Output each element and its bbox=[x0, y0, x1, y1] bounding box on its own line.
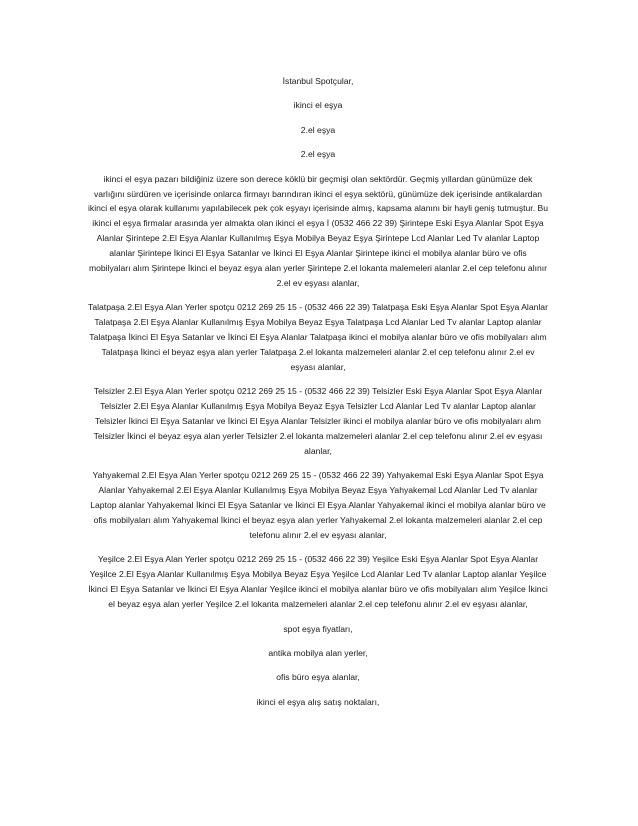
subtitle-line: ikinci el eşya bbox=[293, 100, 343, 111]
footer-line: ofis büro eşya alanlar, bbox=[276, 672, 360, 683]
body-paragraph: ikinci el eşya pazarı bildiğiniz üzere son derece köklü bir geçmişi olan sektördür. Geçmiş yıllardan günümüze dek varlığını sürdüren ve içerisinde onlarca firmayı barındıran ikinci el eşya sektörü, günümüze dek içerisinde antikalardan ikinci el eşya olarak kullanımı yapılabilecek pek çok eşyayı içerisinde almış, kapsama alanını bir hayli geniş tutmuştur. Bu ikinci el eşya firmalar arasında yer almakta olan ikinci el eşya İ (0532 466 22 39) Şirintepe Eski Eşya Alanlar Spot Eşya Alanlar Şirintepe 2.El Eşya Alanlar Kullanılmış Eşya Mobilya Beyaz Eşya Şirintepe Lcd Alanlar Led Tv alanlar Laptop alanlar Şirintepe İkinci El Eşya Satanlar ve İkinci El Eşya Alanlar Şirintepe ikinci el mobilya alanlar büro ve ofis mobilyaları alım Şirintepe İkinci el beyaz eşya alan yerler Şirintepe 2.el lokanta malemeleri alanlar 2.el cep telefonu alınır 2.el ev eşyası alanlar, bbox=[88, 173, 548, 288]
body-paragraph: Yeşilce 2.El Eşya Alan Yerler spotçu 0212 269 25 15 - (0532 466 22 39) Yeşilce Eski Eşya Alanlar Spot Eşya Alanlar Yeşilce 2.El Eşya Alanlar Kullanılmış Eşya Mobilya Beyaz Eşya Yeşilce Lcd Alanlar Led Tv alanlar Laptop alanlar Yeşilce İkinci El Eşya Satanlar ve İkinci El Eşya Alanlar Yeşilce ikinci el mobilya alanlar büro ve ofis mobilyaları alım Yeşilce İkinci el beyaz eşya alan yerler Yeşilce 2.el lokanta malzemeleri alanlar 2.el cep telefonu alınır 2.el ev eşyası alanlar, bbox=[88, 554, 548, 610]
body-paragraph: Telsizler 2.El Eşya Alan Yerler spotçu 0212 269 25 15 - (0532 466 22 39) Telsizler Eski Eşya Alanlar Spot Eşya Alanlar Telsizler 2.El Eşya Alanlar Kullanılmış Eşya Mobilya Beyaz Eşya Telsizler Lcd Alanlar Led Tv alanlar Laptop alanlar Telsizler İkinci El Eşya Satanlar ve İkinci El Eşya Alanlar Telsizler ikinci el mobilya alanlar büro ve ofis mobilyaları alım Telsizler İkinci el beyaz eşya alan yerler Telsizler 2.el lokanta malzemeleri alanlar 2.el cep telefonu alınır 2.el ev eşyası alanlar, bbox=[93, 386, 543, 457]
title-line: İstanbul Spotçular, bbox=[282, 76, 354, 86]
body-paragraph: Yahyakemal 2.El Eşya Alan Yerler spotçu 0212 269 25 15 - (0532 466 22 39) Yahyakemal Eski Eşya Alanlar Spot Eşya Alanlar Yahyakemal 2.El Eşya Alanlar Kullanılmış Eşya Mobilya Beyaz Eşya Yahyakemal Lcd Alanlar Led Tv alanlar Laptop alanlar Yahyakemal İkinci El Eşya Satanlar ve İkinci El Eşya Alanlar Yahyakemal ikinci el mobilya alanlar büro ve ofis mobilyaları alım Yahyakemal İkinci el beyaz eşya alan yerler Yahyakemal 2.el lokanta malzemeleri alanlar 2.el cep telefonu alınır 2.el ev eşyası alanlar, bbox=[90, 470, 546, 541]
subtitle-line: 2.el eşya bbox=[300, 149, 336, 160]
footer-line: antika mobilya alan yerler, bbox=[268, 648, 368, 658]
footer-line: spot eşya fiyatları, bbox=[283, 623, 353, 634]
document-page bbox=[88, 74, 548, 719]
subtitle-line: 2.el eşya bbox=[300, 124, 336, 135]
footer-line: ikinci el eşya alış satış noktaları, bbox=[256, 696, 380, 707]
body-paragraph: Talatpaşa 2.El Eşya Alan Yerler spotçu 0212 269 25 15 - (0532 466 22 39) Talatpaşa Eski Eşya Alanlar Spot Eşya Alanlar Talatpaşa 2.El Eşya Alanlar Kullanılmış Eşya Mobilya Beyaz Eşya Talatpaşa Lcd Alanlar Led Tv alanlar Laptop alanlar Talatpaşa İkinci El Eşya Satanlar ve İkinci El Eşya Alanlar Talatpaşa ikinci el mobilya alanlar büro ve ofis mobilyaları alım Talatpaşa İkinci el beyaz eşya alan yerler Talatpaşa 2.el lokanta malzemeleri alanlar 2.el cep telefonu alınır 2.el ev eşyası alanlar, bbox=[88, 302, 548, 372]
